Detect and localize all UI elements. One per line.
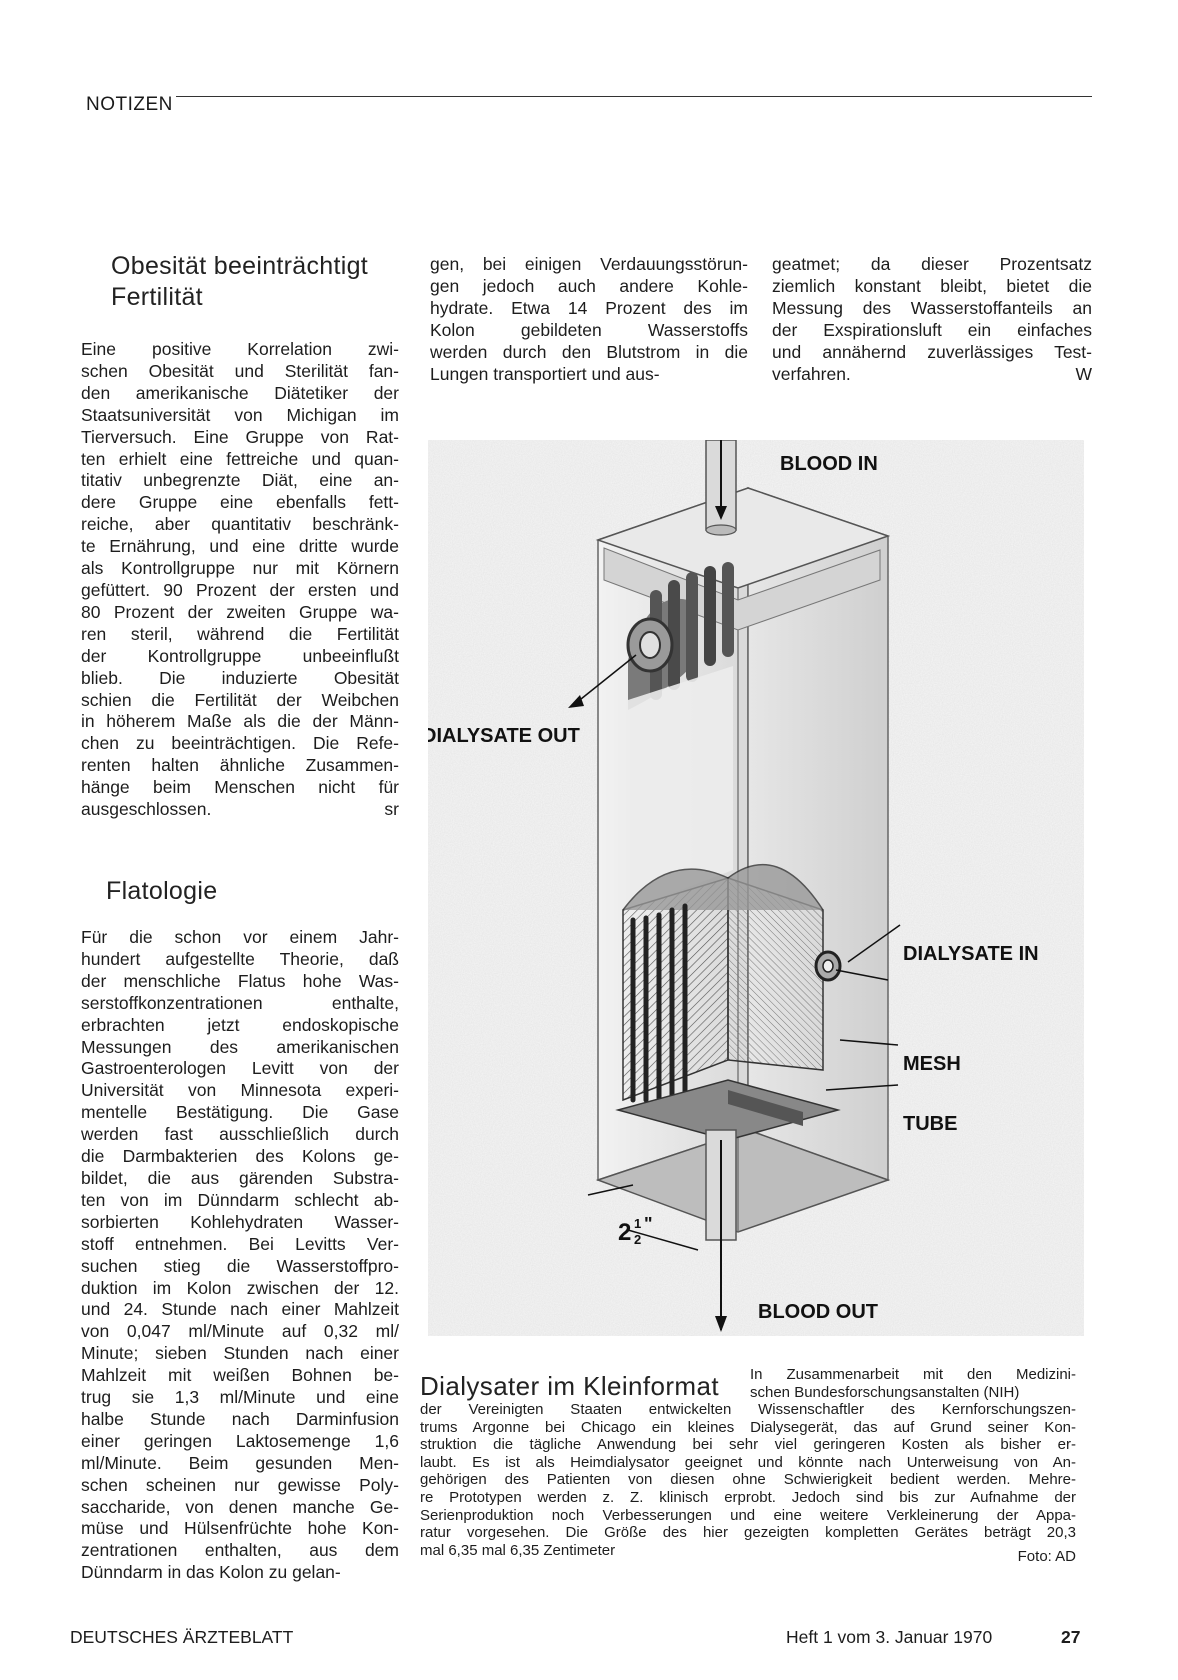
- text-line: schien die Fertilität der Weibchen: [81, 689, 399, 710]
- text-line: saccharide, von denen manche Ge-: [81, 1496, 399, 1517]
- text-line: Messungen des amerikanischen: [81, 1036, 399, 1057]
- text-line: schen Obesität und Sterilität fan-: [81, 360, 399, 381]
- footer-issue: Heft 1 vom 3. Januar 1970: [786, 1627, 993, 1647]
- text-line: Lungen transportiert und aus-: [430, 363, 660, 384]
- text-line: den amerikanische Diätetiker der: [81, 382, 399, 403]
- caption-line: Serienproduktion noch Verbesserungen und eine weitere Verkleinerung der Appa-: [420, 1506, 1076, 1524]
- text-line: hydrate. Etwa 14 Prozent des im: [430, 297, 748, 318]
- title-line: Obesität beeinträchtigt: [111, 252, 369, 280]
- svg-text:1: 1: [634, 1216, 642, 1231]
- text-line-content: verfahren.: [772, 363, 851, 384]
- text-line: gen, bei einigen Verdauungsstörun-: [430, 254, 748, 274]
- text-line: ml/Minute. Beim gesunden Men-: [81, 1452, 399, 1473]
- text-line: [81, 799, 399, 821]
- svg-text:2: 2: [618, 1219, 632, 1246]
- text-line: der Kontrollgruppe unbeeinflußt: [81, 645, 399, 666]
- text-line-content: ausgeschlossen.: [81, 799, 212, 820]
- text-line: in höherem Maße als die der Männ-: [81, 711, 399, 732]
- text-line: sorbierten Kohlehydraten Wasser-: [81, 1211, 399, 1232]
- caption-line-content: mal 6,35 mal 6,35 Zentimeter: [420, 1541, 616, 1559]
- caption-line: trums Argonne bei Chicago ein kleines Dialysegerät, das auf Grund seiner Kon-: [420, 1418, 1076, 1436]
- caption-line: schen Bundesforschungsanstalten (NIH): [750, 1383, 1020, 1401]
- text-line: renten halten ähnliche Zusammen-: [81, 755, 399, 776]
- text-line: chen zu beeinträchtigen. Die Refe-: [81, 733, 399, 754]
- article-title-flatologie: Flatologie: [106, 877, 218, 905]
- text-line: trug sie 1,3 ml/Minute und eine: [81, 1387, 399, 1408]
- text-line: ten erhielt eine fettreiche und quan-: [81, 448, 399, 469]
- text-line: 80 Prozent der zweiten Gruppe wa-: [81, 601, 399, 622]
- text-line: Staatsuniversität von Michigan im: [81, 404, 399, 425]
- text-line: ten von im Dünndarm schlecht ab-: [81, 1189, 399, 1210]
- photo-credit: Foto: AD: [1017, 1547, 1076, 1565]
- label-tube: TUBE: [903, 1113, 958, 1135]
- text-line: Tierversuch. Eine Gruppe von Rat-: [81, 426, 399, 447]
- text-line: bildet, die aus gärenden Substra-: [81, 1167, 399, 1188]
- text-line: als Kontrollgruppe nur mit Körnern: [81, 558, 399, 579]
- caption-line: ratur vorgesehen. Die Größe des hier gezeigten kompletten Gerätes beträgt 20,3: [420, 1524, 1076, 1542]
- text-line: und 24. Stunde nach einer Mahlzeit: [81, 1299, 399, 1320]
- text-line: gen jedoch auch andere Kohle-: [430, 275, 748, 296]
- text-line: schen scheinen nur gewisse Poly-: [81, 1474, 399, 1495]
- caption-line: In Zusammenarbeit mit den Medizini-: [750, 1366, 1076, 1383]
- text-line: müse und Hülsenfrüchte hohe Kon-: [81, 1518, 399, 1539]
- text-line: einer geringen Laktosemenge 1,6: [81, 1430, 399, 1451]
- article-title-obesitaet: [81, 251, 399, 313]
- text-line: suchen stieg die Wasserstoffpro-: [81, 1255, 399, 1276]
- article-body-flatologie-col2: [430, 254, 748, 385]
- title-line: Fertilität: [111, 283, 203, 311]
- text-line: Eine positive Korrelation zwi-: [81, 339, 399, 359]
- label-dialysate-in: DIALYSATE IN: [903, 943, 1039, 965]
- text-line: Mahlzeit mit weißen Bohnen be-: [81, 1365, 399, 1386]
- header-rule: [176, 96, 1092, 97]
- text-line: gefüttert. 90 Prozent der ersten und: [81, 579, 399, 600]
- section-label: NOTIZEN: [86, 94, 173, 115]
- article-body-flatologie-col1: [81, 927, 399, 1584]
- text-line: Minute; sieben Stunden nach einer: [81, 1343, 399, 1364]
- text-line: und annähernd zuverlässiges Test-: [772, 341, 1092, 362]
- label-blood-out: BLOOD OUT: [758, 1301, 878, 1323]
- article-body-flatologie-col3: [772, 254, 1092, 385]
- svg-text:": ": [644, 1214, 653, 1234]
- text-line: halbe Stunde nach Darminfusion: [81, 1408, 399, 1429]
- text-line: stoff entnehmen. Bei Levitts Ver-: [81, 1233, 399, 1254]
- text-line: von 0,047 ml/Minute auf 0,32 ml/: [81, 1321, 399, 1342]
- text-line: dere Gruppe eine ebenfalls fett-: [81, 492, 399, 513]
- author-signature: W: [1075, 363, 1092, 384]
- figure-caption-body: [420, 1401, 1076, 1565]
- author-signature: sr: [384, 799, 399, 820]
- caption-line: struktion die tägliche Anwendung bei sehr viel geringeren Kosten als bisher er-: [420, 1436, 1076, 1454]
- blood-in-tube: [706, 440, 736, 535]
- dialyzer-illustration: [428, 440, 1084, 1336]
- text-line: Universität von Minnesota experi-: [81, 1080, 399, 1101]
- text-line: duktion im Kolon zwischen der 12.: [81, 1277, 399, 1298]
- label-mesh: MESH: [903, 1053, 961, 1075]
- text-line: [772, 364, 1092, 386]
- caption-line: gehörigen des Patienten von diesen ohne Schwierigkeit bedient werden. Mehre-: [420, 1471, 1076, 1489]
- text-line: serstoffkonzentrationen enthalte,: [81, 992, 399, 1013]
- caption-line: laubt. Es ist als Heimdialysator geeignet und könnte nach Unterweisung von An-: [420, 1453, 1076, 1471]
- text-line: ziemlich konstant bleibt, bietet die: [772, 275, 1092, 296]
- text-line: werden fast ausschließlich durch: [81, 1124, 399, 1145]
- text-line: hundert aufgestellte Theorie, daß: [81, 948, 399, 969]
- caption-line: re Prototypen werden z. Z. klinisch erprobt. Jedoch sind bis zur Aufnahme der: [420, 1488, 1076, 1506]
- text-line: geatmet; da dieser Prozentsatz: [772, 254, 1092, 274]
- text-line: hänge beim Menschen nicht für: [81, 777, 399, 798]
- text-line: der menschliche Flatus hohe Was-: [81, 970, 399, 991]
- text-line: die Darmbakterien des Kolons ge-: [81, 1146, 399, 1167]
- text-line: Kolon gebildeten Wasserstoffs: [430, 319, 748, 340]
- text-line: Dünndarm in das Kolon zu gelan-: [81, 1562, 341, 1583]
- label-blood-in: BLOOD IN: [780, 453, 878, 475]
- caption-line: der Vereinigten Staaten entwickelten Wissenschaftler des Kernforschungszen-: [420, 1401, 1076, 1418]
- text-line: zentrationen enthalten, aus dem: [81, 1540, 399, 1561]
- article-body-obesitaet: [81, 339, 399, 821]
- figure-caption-title: Dialysater im Kleinformat: [420, 1371, 719, 1401]
- footer-page-number: 27: [1061, 1627, 1081, 1647]
- text-line: te Ernährung, und eine dritte wurde: [81, 536, 399, 557]
- text-line: mentelle Bestätigung. Die Gase: [81, 1102, 399, 1123]
- figure-caption-intro: [750, 1366, 1076, 1401]
- text-line: reiche, aber quantitativ beschränk-: [81, 514, 399, 535]
- text-line: Gastroenterologen Levitt von der: [81, 1058, 399, 1079]
- footer-journal: DEUTSCHES ÄRZTEBLATT: [70, 1627, 294, 1647]
- text-line: titativ unbegrenzte Diät, eine an-: [81, 470, 399, 491]
- text-line: ren steril, während die Fertilität: [81, 623, 399, 644]
- svg-text:2: 2: [634, 1232, 642, 1247]
- text-line: der Exspirationsluft ein einfaches: [772, 319, 1092, 340]
- text-line: werden durch den Blutstrom in die: [430, 341, 748, 362]
- text-line: Messung des Wasserstoffanteils an: [772, 297, 1092, 318]
- text-line: Für die schon vor einem Jahr-: [81, 927, 399, 947]
- text-line: blieb. Die induzierte Obesität: [81, 667, 399, 688]
- dialyzer-figure: [428, 440, 1084, 1336]
- text-line: erbrachten jetzt endoskopische: [81, 1014, 399, 1035]
- label-dialysate-out: DIALYSATE OUT: [428, 725, 580, 747]
- caption-line: [420, 1541, 1076, 1565]
